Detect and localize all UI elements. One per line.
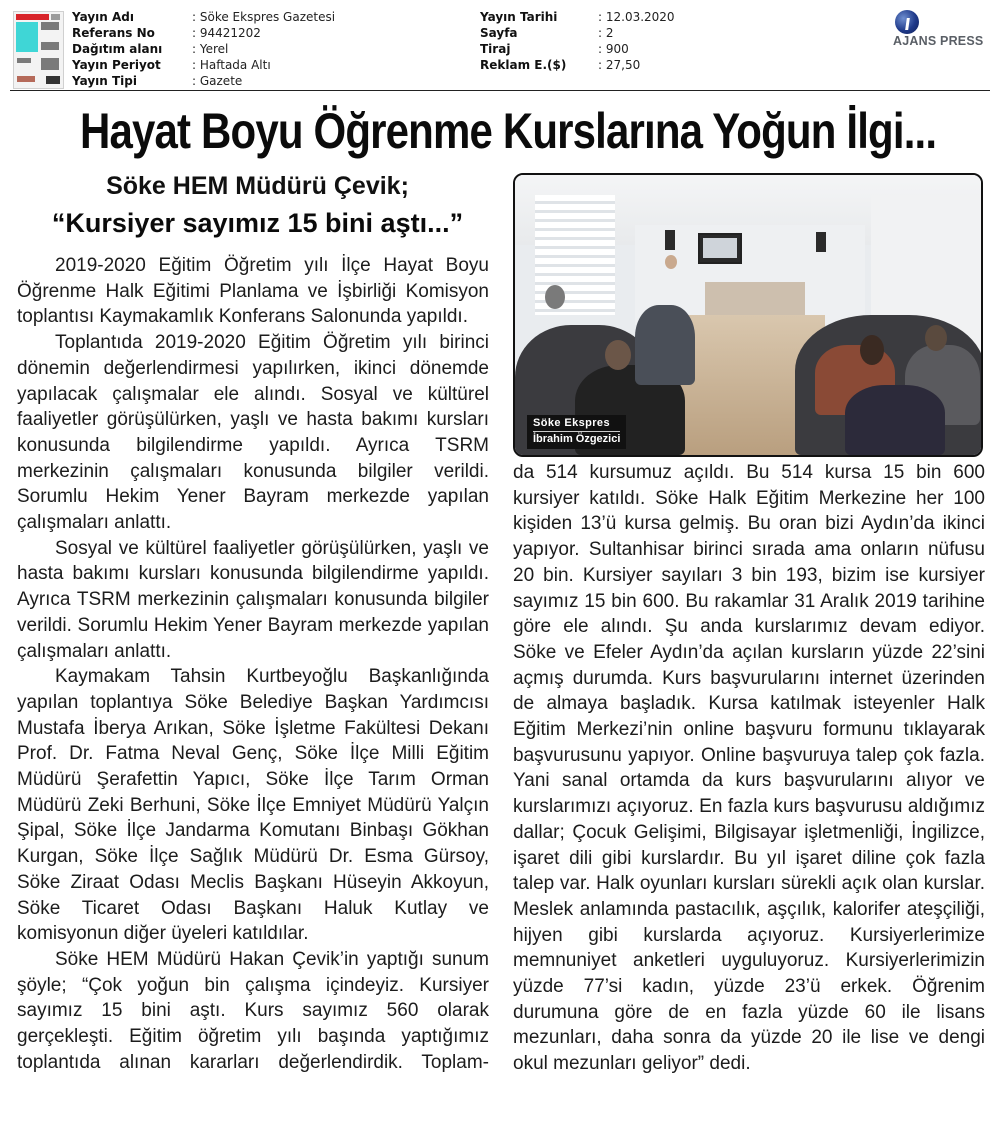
photo-caption	[527, 415, 626, 449]
thumbnail-photo	[17, 76, 35, 82]
photo-audience-right	[845, 385, 945, 455]
thumbnail-photo	[41, 22, 59, 30]
meta-label: Sayfa	[480, 26, 518, 40]
meta-row	[480, 25, 675, 41]
photo-presentation-screen	[698, 233, 742, 264]
photo-head	[545, 285, 565, 309]
meta-row	[480, 57, 675, 73]
meta-value: : 12.03.2020	[598, 10, 675, 24]
meta-value: : 900	[598, 42, 629, 56]
meta-value: : 94421202	[192, 26, 261, 40]
meta-row	[72, 41, 335, 57]
meta-label: Yayın Tarihi	[480, 10, 558, 24]
meta-label: Yayın Tipi	[72, 74, 137, 88]
thumbnail-masthead-side	[51, 14, 60, 20]
article-subheading: Söke HEM Müdürü Çevik;	[106, 172, 409, 200]
meta-label: Yayın Adı	[72, 10, 134, 24]
article-photo	[513, 173, 983, 457]
photo-caption-source: Söke Ekspres	[533, 417, 620, 432]
meta-row	[72, 25, 335, 41]
thumbnail-photo	[17, 58, 31, 63]
photo-head	[925, 325, 947, 351]
photo-head	[860, 335, 884, 365]
article-paragraph: Kaymakam Tahsin Kurtbeyoğlu Başkanlığında yapılan toplantıya Söke Belediye Başkan Yardımcısı Mustafa İberya Arıkan, Söke İşletme Fakültesi Dekanı Prof. Dr. Fatma Neval Genç, Söke İlçe Milli Eğitim Müdürü Şerafettin Yapıcı, Söke İlçe Tarım Orman Müdürü Zeki Berhuni, Söke İlçe Emniyet Müdürü Yalçın Şipal, Söke İlçe Jandarma Komutanı Binbaşı Gökhan Kurgan, Söke İlçe Sağlık Müdürü Dr. Esma Gürsoy, Söke Ziraat Odası Meclis Başkanı Hüseyin Akkoyun, Söke Ticaret Odası Başkanı Haluk Kutlay ve komisyonun diğer üyeleri katıldılar.	[17, 666, 489, 945]
article-column-left	[17, 253, 489, 1076]
article-column-right	[513, 460, 985, 1077]
meta-row	[480, 41, 675, 57]
meta-value: : Haftada Altı	[192, 58, 271, 72]
meta-label: Tiraj	[480, 42, 511, 56]
ajans-press-logo	[893, 10, 993, 50]
logo-text: AJANS PRESS	[893, 34, 984, 48]
thumbnail-photo	[41, 58, 59, 70]
meta-label: Referans No	[72, 26, 155, 40]
header-divider	[10, 90, 990, 91]
photo-head	[665, 255, 677, 269]
meta-value: : 2	[598, 26, 614, 40]
photo-speaker	[816, 232, 826, 252]
meta-row	[72, 9, 335, 25]
article-paragraph: Sosyal ve kültürel faaliyetler görüşülürken, yaşlı ve hasta bakımı kursları konusunda bilgilendirme yapıldı. Ayrıca TSRM merkezinin çalışmaları konusunda bilgiler verildi. Sorumlu Hekim Yener Bayram merkezde yapılan çalışmaları anlattı.	[17, 537, 489, 662]
clipping-header	[0, 0, 1000, 92]
meta-row	[480, 9, 675, 25]
photo-head	[605, 340, 631, 370]
photo-speaker	[665, 230, 675, 250]
meta-row	[72, 57, 335, 73]
newspaper-thumbnail	[13, 11, 64, 89]
article-paragraph: da 514 kursumuz açıldı. Bu 514 kursa 15 bin 600 kursiyer katıldı. Söke Halk Eğitim Merkezine her 100 kişiden 13’ü kursa gelmiş. Bu oran bizi Aydın’da ikinci yapıyor. Sultanhisar birinci sırada ama onların nüfusu 20 bin. Kursiyer sayıları 3 bin 193, bizim ise kursiyer sayımız 15 bin 600. Bu rakamlar 31 Aralık 2019 tarihine göre ele alındı. Şu anda kurslarımız devam ediyor. Söke ve Efeler Aydın’da açılan kursların yüzde 22’sini açmış durumda. Kurs başvurularını internet üzerinden de almaya başladık. Kursa katılmak isteyenler Halk Eğitim Merkezi’nin online başvuru formunu tıklayarak başvurusunu yapıyor. Online başvuruya talep çok fazla. Yani sanal ortamda da kurs başvurularını alıyor ve kurslarımızı açıyoruz. En fazla kurs başvurusu aldığımız dallar; Çocuk Gelişimi, Bilgisayar işletmenliği, İngilizce, işaret dili gibi kurslardır. Bu yıl işaret diline çok fazla talep var. Halk oyunları kursları sürekli açık olan kurslar. Meslek anlamında pastacılık, aşçılık, kalorifer ateşçiliği, hijyen gibi kurslarda açıyoruz. Kursiyerlerimize memnuniyet anketleri uyguluyoruz. Kursiyerlerimizin yüzde 77’si kadın, yüzde 23’ü erkek. Öğrenim durumuna göre de en fazla yüzde 60 ile lisans mezunları, daha sonra da yüzde 20 ile lise ve dengi okul mezunları geliyor” dedi.	[513, 462, 985, 1075]
meta-label: Reklam E.($)	[480, 58, 567, 72]
article-subheading-quote: “Kursiyer sayımız 15 bini aştı...”	[51, 208, 464, 238]
article-paragraph: Toplantıda 2019-2020 Eğitim Öğretim yılı birinci dönemin değerlendirmesi yapılırken, ikinci dönemde yapılacak çalışmalar ele alındı. Sosyal ve kültürel faaliyetler görüşülürken, yaşlı ve hasta bakımı kursları konusunda bilgilendirme yapıldı. Ayrıca TSRM merkezinin çalışmaları konusunda bilgiler verildi. Sorumlu Hekim Yener Bayram merkezde yapılan çalışmaları anlattı.	[17, 332, 489, 534]
ajans-press-globe-icon	[895, 10, 919, 34]
photo-audience-left	[635, 305, 695, 385]
photo-caption-photographer: İbrahim Özgezici	[533, 433, 621, 445]
publication-meta-left	[72, 9, 335, 89]
article-headline: Hayat Boyu Öğrenme Kurslarına Yoğun İlgi...	[80, 103, 937, 159]
meta-label: Dağıtım alanı	[72, 42, 163, 56]
meta-value: : Söke Ekspres Gazetesi	[192, 10, 336, 24]
publication-meta-right	[480, 9, 675, 73]
meta-value: : 27,50	[598, 58, 641, 72]
article-paragraph: 2019-2020 Eğitim Öğretim yılı İlçe Hayat Boyu Öğrenme Halk Eğitimi Planlama ve İşbirliği Komisyon toplantısı Kaymakamlık Konferans Salonunda yapıldı.	[17, 255, 489, 328]
article-paragraph: Söke HEM Müdürü Hakan Çevik’in yaptığı sunum şöyle; “Çok yoğun bin çalışma içindeyiz. Kursiyer sayımız 15 bini aştı. Kurs sayımız 560 olarak gerçekleşti. Eğitim öğretim yılı başında yaptığımız toplantıda alınan kararları değerlendirdik. Toplam-	[17, 948, 489, 1073]
meta-value: : Gazete	[192, 74, 243, 88]
meta-row	[72, 73, 335, 89]
thumbnail-masthead	[16, 14, 49, 20]
meta-label: Yayın Periyot	[72, 58, 161, 72]
meta-value: : Yerel	[192, 42, 229, 56]
thumbnail-photo	[41, 42, 59, 50]
thumbnail-cyan-block	[16, 22, 38, 52]
thumbnail-photo	[46, 76, 60, 84]
